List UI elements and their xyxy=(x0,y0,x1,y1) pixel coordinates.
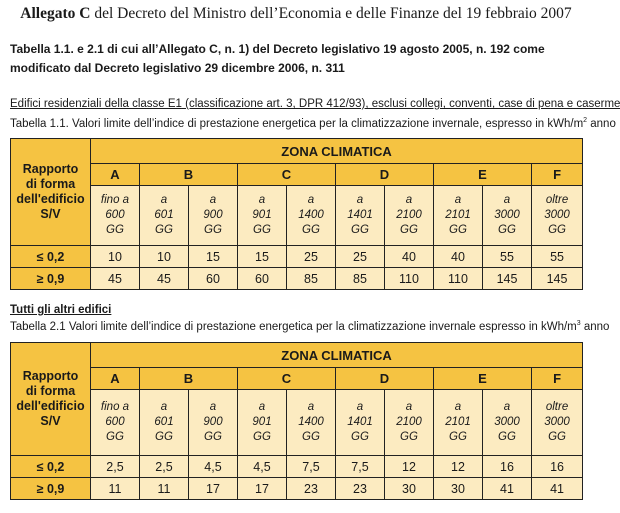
table1-caption: Tabella 1.1. Valori limite dell’indice di prestazione energetica per la climatizzazione invernale, espresso in kWh/$m^2$ anno xyxy=(10,117,616,130)
degree-days-line: GG xyxy=(106,224,124,236)
degree-days-line: GG xyxy=(449,431,467,443)
degree-days-line: 2101 xyxy=(445,209,471,221)
degree-days-line: 1401 xyxy=(347,209,373,221)
degree-days-line: a xyxy=(307,401,315,413)
degree-days-line: GG xyxy=(302,431,320,443)
degree-days-cell xyxy=(140,390,189,456)
value-cell: 7,5 xyxy=(336,456,385,478)
degree-days-cell xyxy=(532,390,583,456)
degree-days-line: a xyxy=(209,401,217,413)
degree-days-cell xyxy=(385,390,434,456)
degree-days-line: a xyxy=(209,194,217,206)
degree-days-line: 1400 xyxy=(298,416,324,428)
shape-ratio-header-line: dell'edificio xyxy=(16,192,85,206)
degree-days-cell xyxy=(287,186,336,246)
zone-letter: B xyxy=(140,368,238,390)
degree-days-line: GG xyxy=(351,224,369,236)
degree-days-cell xyxy=(140,186,189,246)
degree-days-line: 600 xyxy=(105,209,125,221)
section1-heading: Edifici residenziali della classe E1 (classificazione art. 3, DPR 412/93), esclusi collegi, conventi, case di pena e caserme xyxy=(10,98,620,110)
value-cell: 145 xyxy=(483,268,532,290)
degree-days-cell xyxy=(385,186,434,246)
value-cell: 16 xyxy=(532,456,583,478)
degree-days-line: a xyxy=(454,194,462,206)
value-cell: 7,5 xyxy=(287,456,336,478)
degree-days-line: GG xyxy=(400,224,418,236)
zone-letter: D xyxy=(336,368,434,390)
degree-days-cell xyxy=(336,390,385,456)
degree-days-line: 3000 xyxy=(494,416,520,428)
value-cell: 17 xyxy=(189,478,238,500)
degree-days-line: GG xyxy=(498,431,516,443)
degree-days-line: 2101 xyxy=(445,416,471,428)
value-cell: 55 xyxy=(483,246,532,268)
document-title: Allegato C del Decreto del Ministro dell’Economia e delle Finanze del 19 febbraio 2007 xyxy=(20,5,572,22)
value-cell: 60 xyxy=(238,268,287,290)
degree-days-cell xyxy=(483,186,532,246)
degree-days-line: GG xyxy=(204,431,222,443)
value-cell: 25 xyxy=(336,246,385,268)
value-cell: 110 xyxy=(434,268,483,290)
zone-letter: C xyxy=(238,164,336,186)
degree-days-line: a xyxy=(405,194,413,206)
table-row xyxy=(11,246,583,268)
value-cell: 10 xyxy=(140,246,189,268)
degree-days-line: GG xyxy=(204,224,222,236)
value-cell: 40 xyxy=(385,246,434,268)
value-cell: 17 xyxy=(238,478,287,500)
value-cell: 4,5 xyxy=(189,456,238,478)
zone-letter: B xyxy=(140,164,238,186)
value-cell: 145 xyxy=(532,268,583,290)
value-cell: 2,5 xyxy=(140,456,189,478)
degree-days-line: a xyxy=(454,401,462,413)
degree-days-line: oltre xyxy=(545,401,569,413)
degree-days-line: oltre xyxy=(545,194,569,206)
degree-days-cell xyxy=(238,390,287,456)
degree-days-line: 601 xyxy=(154,209,174,221)
degree-days-line: 901 xyxy=(252,209,272,221)
value-cell: 110 xyxy=(385,268,434,290)
degree-days-line: a xyxy=(160,194,168,206)
value-cell: 45 xyxy=(140,268,189,290)
value-cell: 60 xyxy=(189,268,238,290)
value-cell: 15 xyxy=(238,246,287,268)
value-cell: 11 xyxy=(140,478,189,500)
degree-days-line: 2100 xyxy=(396,209,422,221)
degree-days-cell xyxy=(532,186,583,246)
shape-ratio-header-line: Rapporto xyxy=(22,162,79,176)
degree-days-line: GG xyxy=(351,431,369,443)
degree-days-line: 900 xyxy=(203,416,223,428)
degree-days-cell xyxy=(483,390,532,456)
row-label: ≥ 0,9 xyxy=(11,478,91,500)
zone-letter: F xyxy=(532,368,583,390)
degree-days-line: 3000 xyxy=(544,416,570,428)
degree-days-line: a xyxy=(258,194,266,206)
table-row xyxy=(11,478,583,500)
value-cell: 16 xyxy=(483,456,532,478)
shape-ratio-header-line: Rapporto xyxy=(22,369,79,383)
degree-days-line: GG xyxy=(253,431,271,443)
degree-days-line: 901 xyxy=(252,416,272,428)
degree-days-cell xyxy=(238,186,287,246)
zone-letter: A xyxy=(91,164,140,186)
value-cell: 2,5 xyxy=(91,456,140,478)
value-cell: 23 xyxy=(336,478,385,500)
zone-letter: D xyxy=(336,164,434,186)
degree-days-line: a xyxy=(356,401,364,413)
table-row xyxy=(11,456,583,478)
row-label: ≥ 0,9 xyxy=(11,268,91,290)
degree-days-line: GG xyxy=(106,431,124,443)
value-cell: 12 xyxy=(434,456,483,478)
degree-days-line: a xyxy=(258,401,266,413)
degree-days-line: 2100 xyxy=(396,416,422,428)
value-cell: 30 xyxy=(434,478,483,500)
degree-days-line: a xyxy=(503,194,511,206)
degree-days-line: 3000 xyxy=(494,209,520,221)
value-cell: 41 xyxy=(483,478,532,500)
degree-days-line: a xyxy=(160,401,168,413)
value-cell: 30 xyxy=(385,478,434,500)
degree-days-cell xyxy=(91,390,140,456)
degree-days-line: GG xyxy=(155,224,173,236)
climate-zone-header: ZONA CLIMATICA xyxy=(91,343,583,368)
value-cell: 85 xyxy=(287,268,336,290)
value-cell: 25 xyxy=(287,246,336,268)
climate-zone-header: ZONA CLIMATICA xyxy=(91,139,583,164)
degree-days-line: GG xyxy=(155,431,173,443)
table-1-1 xyxy=(10,138,583,290)
value-cell: 15 xyxy=(189,246,238,268)
degree-days-line: a xyxy=(503,401,511,413)
degree-days-line: 900 xyxy=(203,209,223,221)
value-cell: 40 xyxy=(434,246,483,268)
degree-days-line: 1401 xyxy=(347,416,373,428)
shape-ratio-header xyxy=(11,343,91,456)
section2-heading: Tutti gli altri edifici xyxy=(10,304,112,316)
shape-ratio-header-line: di forma xyxy=(25,384,76,398)
degree-days-line: 1400 xyxy=(298,209,324,221)
degree-days-line: a xyxy=(405,401,413,413)
degree-days-cell xyxy=(189,390,238,456)
degree-days-line: GG xyxy=(498,224,516,236)
row-label: ≤ 0,2 xyxy=(11,456,91,478)
value-cell: 85 xyxy=(336,268,385,290)
table-2-1 xyxy=(10,342,583,500)
degree-days-line: fino a xyxy=(100,401,130,413)
value-cell: 55 xyxy=(532,246,583,268)
shape-ratio-header-line: S/V xyxy=(40,207,61,221)
degree-days-line: GG xyxy=(449,224,467,236)
shape-ratio-header-line: di forma xyxy=(25,177,76,191)
degree-days-line: GG xyxy=(253,224,271,236)
degree-days-cell xyxy=(91,186,140,246)
degree-days-cell xyxy=(336,186,385,246)
degree-days-line: 600 xyxy=(105,416,125,428)
degree-days-line: GG xyxy=(400,431,418,443)
degree-days-cell xyxy=(434,390,483,456)
zone-letter: E xyxy=(434,164,532,186)
degree-days-line: 3000 xyxy=(544,209,570,221)
degree-days-line: GG xyxy=(548,224,566,236)
zone-letter: C xyxy=(238,368,336,390)
degree-days-cell xyxy=(287,390,336,456)
degree-days-line: 601 xyxy=(154,416,174,428)
zone-letter: A xyxy=(91,368,140,390)
degree-days-line: a xyxy=(356,194,364,206)
shape-ratio-header-line: dell'edificio xyxy=(16,399,85,413)
zone-letter: F xyxy=(532,164,583,186)
degree-days-line: a xyxy=(307,194,315,206)
degree-days-line: GG xyxy=(302,224,320,236)
degree-days-cell xyxy=(434,186,483,246)
degree-days-line: fino a xyxy=(100,194,130,206)
table2-caption: Tabella 2.1 Valori limite dell’indice di prestazione energetica per la climatizzazione invernale espresso in kWh/$m^3$ anno xyxy=(10,320,610,333)
value-cell: 11 xyxy=(91,478,140,500)
value-cell: 41 xyxy=(532,478,583,500)
document-subtitle: Tabella 1.1. e 2.1 di cui all’Allegato C, n. 1) del Decreto legislativo 19 agosto 2005, n. 192 come modificato dal Decreto legislativo 29 dicembre 2006, n. 311 xyxy=(10,42,545,75)
degree-days-line: GG xyxy=(548,431,566,443)
zone-letter: E xyxy=(434,368,532,390)
table-row xyxy=(11,268,583,290)
value-cell: 4,5 xyxy=(238,456,287,478)
value-cell: 10 xyxy=(91,246,140,268)
degree-days-cell xyxy=(189,186,238,246)
value-cell: 45 xyxy=(91,268,140,290)
shape-ratio-header xyxy=(11,139,91,246)
value-cell: 23 xyxy=(287,478,336,500)
row-label: ≤ 0,2 xyxy=(11,246,91,268)
value-cell: 12 xyxy=(385,456,434,478)
shape-ratio-header-line: S/V xyxy=(40,414,61,428)
